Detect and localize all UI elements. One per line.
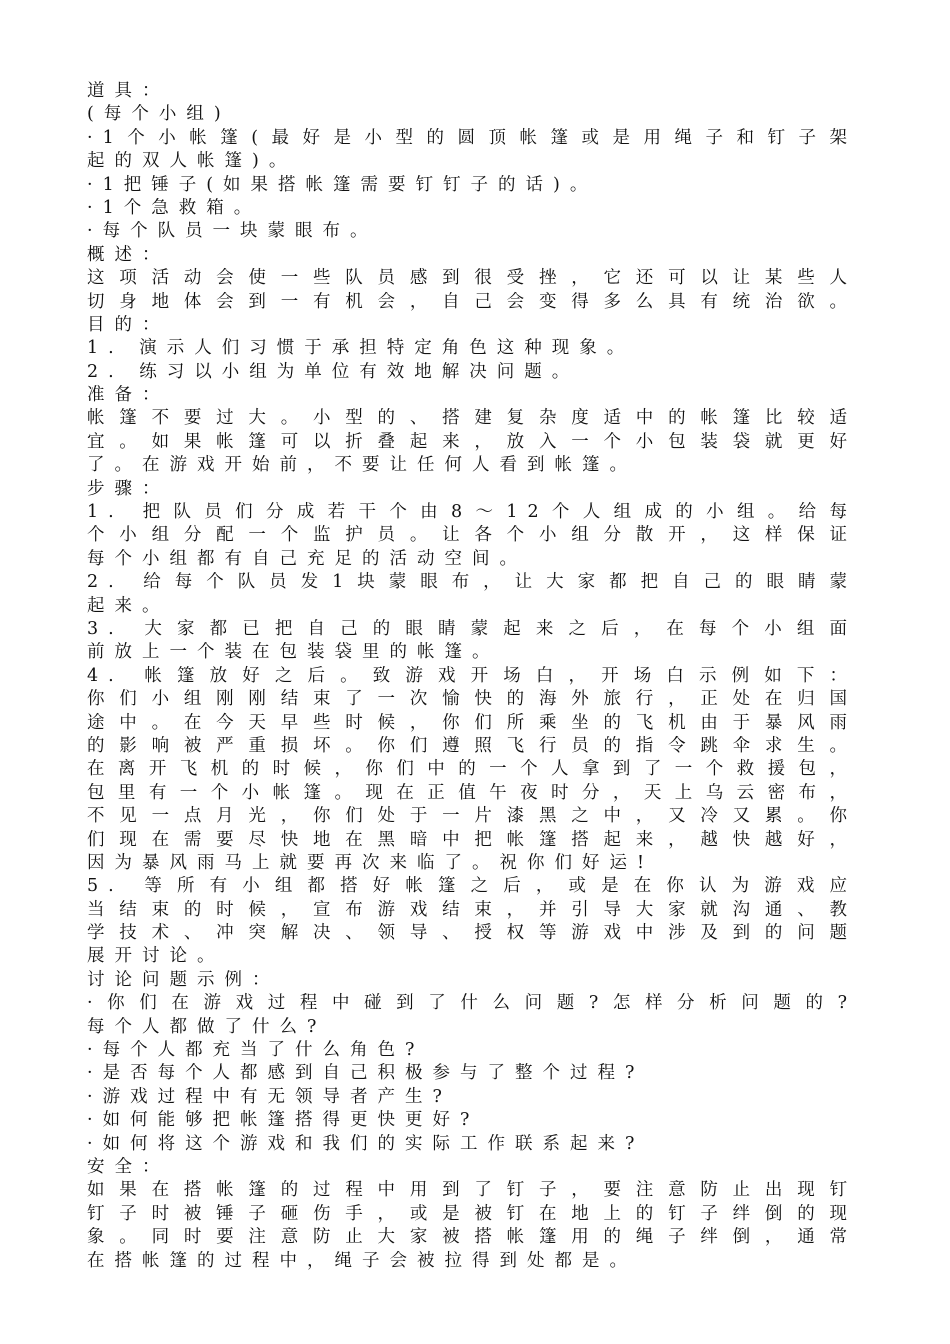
text-line: ·你们在游戏过程中碰到了什么问题?怎样分析问题的? [87, 993, 857, 1014]
text-line: 步骤： [87, 478, 170, 499]
text-line: ·如何将这个游戏和我们的实际工作联系起来? [87, 1133, 645, 1154]
text-line: 切身地体会到一有机会，自己会变得多么具有统治欲。 [87, 291, 857, 312]
text-line: 1. 把队员们分成若干个由8～12个人组成的小组。给每 [87, 502, 857, 523]
text-line: 展开讨论。 [87, 946, 225, 967]
text-line: 钉子时被锤子砸伤手，或是被钉在地上的钉子绊倒的现 [87, 1203, 857, 1224]
text-line: ·如何能够把帐篷搭得更快更好? [87, 1110, 480, 1131]
text-line: 了。在游戏开始前，不要让任何人看到帐篷。 [87, 455, 637, 476]
text-line: 道具： [87, 81, 170, 101]
text-line: 1. 演示人们习惯于承担特定角色这种现象。 [87, 338, 635, 359]
text-line: 起的双人帐篷)。 [87, 151, 297, 172]
text-line: 每个人都做了什么? [87, 1016, 327, 1037]
text-line: 宜。如果帐篷可以折叠起来，放入一个小包装袋就更好 [87, 431, 857, 452]
text-line: ·1个小帐篷(最好是小型的圆顶帐篷或是用绳子和钉子架 [87, 127, 857, 148]
text-line: 途中。在今天早些时候，你们所乘坐的飞机由于暴风雨 [87, 712, 857, 733]
text-line: 在搭帐篷的过程中，绳子会被拉得到处都是。 [87, 1250, 637, 1271]
text-line: (每个小组) [87, 104, 231, 125]
text-line: 个小组分配一个监护员。让各个小组分散开，这样保证 [87, 525, 857, 546]
text-line: ·每个人都充当了什么角色? [87, 1040, 425, 1061]
text-line: 起来。 [87, 595, 170, 616]
text-line: 概述： [87, 244, 170, 265]
text-line: ·1把锤子(如果搭帐篷需要钉钉子的话)。 [87, 174, 598, 195]
text-line: ·游戏过程中有无领导者产生? [87, 1086, 452, 1107]
text-line: 在离开飞机的时候，你们中的一个人拿到了一个救援包， [87, 759, 857, 780]
text-line: 象。同时要注意防止大家被搭帐篷用的绳子绊倒，通常 [87, 1227, 857, 1248]
text-line: 5. 等所有小组都搭好帐篷之后，或是在你认为游戏应 [87, 876, 857, 897]
document-page [87, 80, 857, 1273]
text-line: 包里有一个小帐篷。现在正值午夜时分，天上乌云密布， [87, 782, 857, 803]
text-line: 你们小组刚刚结束了一次愉快的海外旅行，正处在归国 [87, 689, 857, 710]
text-line: 目的： [87, 314, 170, 335]
text-line: ·是否每个人都感到自己积极参与了整个过程? [87, 1063, 645, 1084]
text-line: 2. 练习以小组为单位有效地解决问题。 [87, 361, 580, 382]
text-line: 讨论问题示例： [87, 969, 280, 990]
text-line: 每个小组都有自己充足的活动空间。 [87, 548, 527, 569]
text-line: 因为暴风雨马上就要再次来临了。祝你们好运! [87, 852, 655, 873]
text-line: 前放上一个装在包装袋里的帐篷。 [87, 642, 500, 663]
text-line: 学技术、冲突解决、领导、授权等游戏中涉及到的问题 [87, 923, 857, 944]
text-line: 不见一点月光，你们处于一片漆黑之中，又冷又累。你 [87, 806, 857, 827]
text-line: 这项活动会使一些队员感到很受挫，它还可以让某些人 [87, 268, 857, 289]
text-line: ·1个急救箱。 [87, 197, 262, 218]
text-line: ·每个队员一块蒙眼布。 [87, 221, 378, 242]
text-line: 安全： [87, 1156, 170, 1177]
text-line: 当结束的时候，宣布游戏结束，并引导大家就沟通、教 [87, 899, 857, 920]
text-line: 帐篷不要过大。小型的、搭建复杂度适中的帐篷比较适 [87, 408, 857, 429]
text-line: 3. 大家都已把自己的眼睛蒙起来之后，在每个小组面 [87, 618, 857, 639]
text-line: 2. 给每个队员发1块蒙眼布，让大家都把自己的眼睛蒙 [87, 572, 857, 593]
text-line: 4. 帐篷放好之后。致游戏开场白，开场白示例如下： [87, 665, 857, 686]
text-line: 准备： [87, 385, 170, 406]
text-line: 如果在搭帐篷的过程中用到了钉子，要注意防止出现钉 [87, 1180, 857, 1201]
text-line: 的影响被严重损坏。你们遵照飞行员的指令跳伞求生。 [87, 735, 857, 756]
text-line: 们现在需要尽快地在黑暗中把帐篷搭起来，越快越好， [87, 829, 857, 850]
